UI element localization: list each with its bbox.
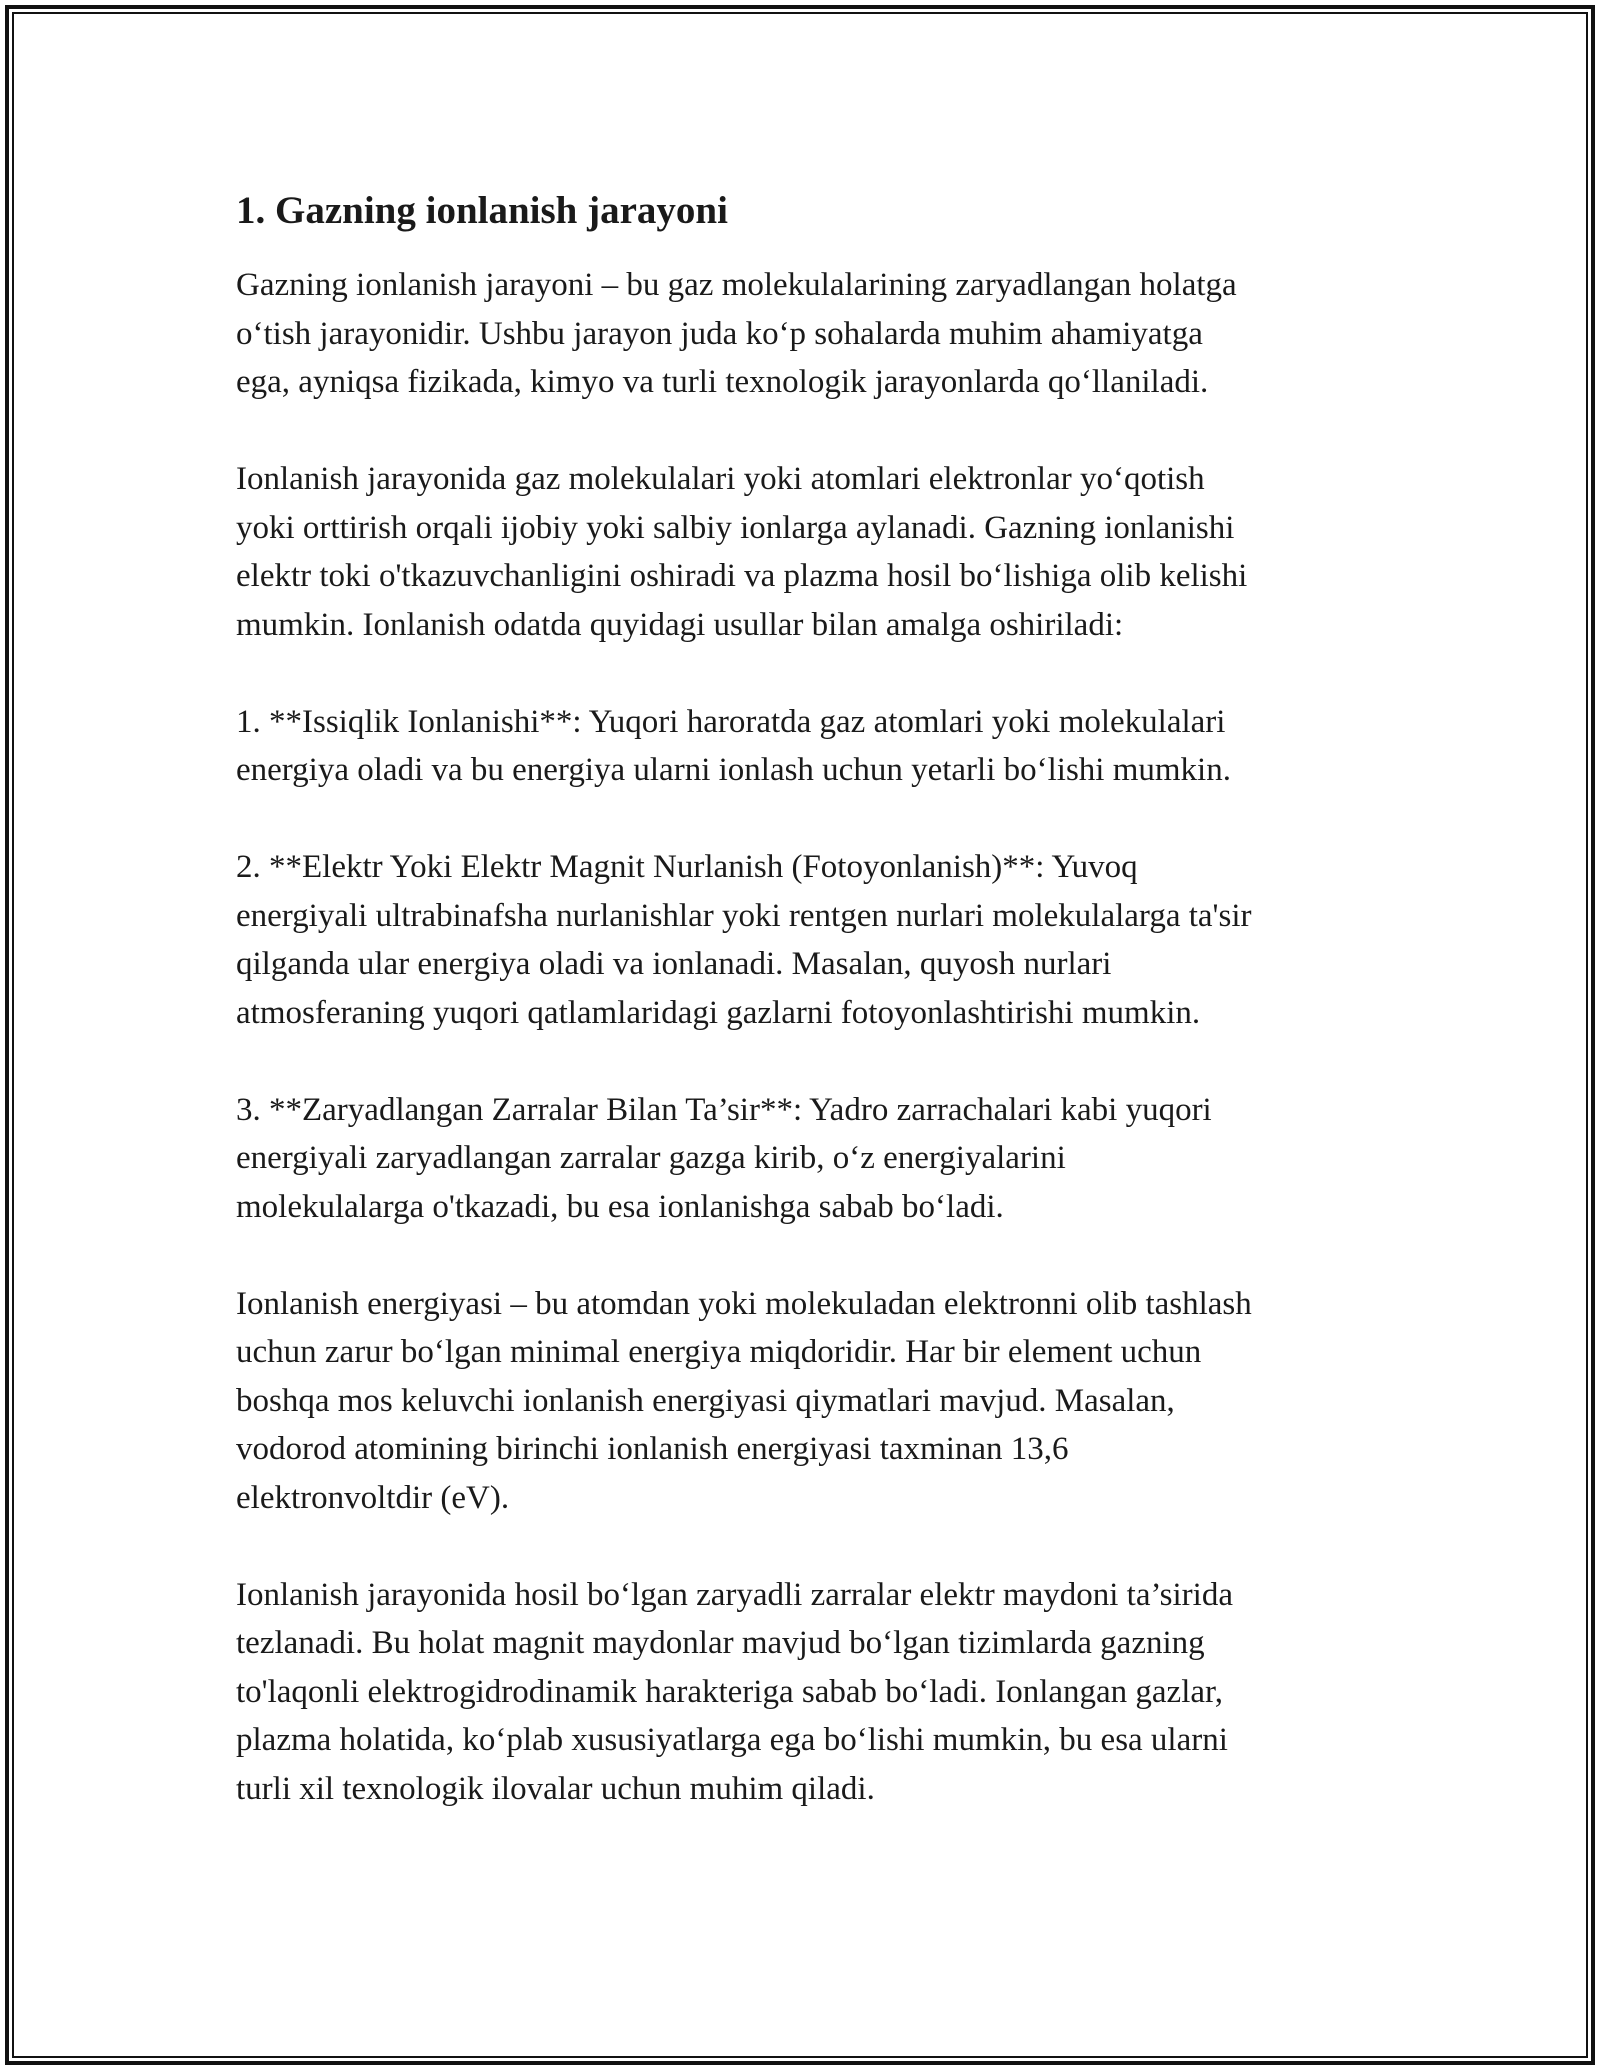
paragraph-ionization-process: Ionlanish jarayonida gaz molekulalari yoki atomlari elektronlar yo‘qotish yoki orttirish orqali ijobiy yoki salbiy ionlarga aylanadi. Gazning ionlanishi elektr toki o'tkazuvchanligini oshiradi va plazma hosil bo‘lishiga olib kelishi mumkin. Ionlanish odatda quyidagi usullar bilan amalga oshiriladi: [236,461,1248,643]
list-item-thermal-ionization: 1. **Issiqlik Ionlanishi**: Yuqori haroratda gaz atomlari yoki molekulalari energiya oladi va bu energiya ularni ionlash uchun yetarli bo‘lishi mumkin. [236,703,1231,788]
document-body [236,185,1376,1862]
list-item-photoionization: 2. **Elektr Yoki Elektr Magnit Nurlanish (Fotoyonlanish)**: Yuvoq energiyali ultrabinafsha nurlanishlar yoki rentgen nurlari molekulalarga ta'sir qilganda ular energiya oladi va ionlanadi. Masalan, quyosh nurlari atmosferaning yuqori qatlamlaridagi gazlarni fotoyonlashtirishi mumkin. [236,849,1252,1031]
paragraph-intro: Gazning ionlanish jarayoni – bu gaz molekulalarining zaryadlangan holatga o‘tish jarayonidir. Ushbu jarayon juda ko‘p sohalarda muhim ahamiyatga ega, ayniqsa fizikada, kimyo va turli texnologik jarayonlarda qo‘llaniladi. [236,267,1237,400]
document-title: 1. Gazning ionlanish jarayoni [236,189,728,232]
list-item-charged-particles: 3. **Zaryadlangan Zarralar Bilan Ta’sir**: Yadro zarrachalari kabi yuqori energiyali zaryadlangan zarralar gazga kirib, o‘z energiyalarini molekulalarga o'tkazadi, bu esa ionlanishga sabab bo‘ladi. [236,1091,1212,1225]
paragraph-ionization-energy: Ionlanish energiyasi – bu atomdan yoki molekuladan elektronni olib tashlash uchun zarur bo‘lgan minimal energiya miqdoridir. Har bir element uchun boshqa mos keluvchi ionlanish energiyasi qiymatlari mavjud. Masalan, vodorod atomining birinchi ionlanish energiyasi taxminan 13,6 elektronvoltdir (eV). [236,1285,1252,1516]
paragraph-charged-particles-acceleration: Ionlanish jarayonida hosil bo‘lgan zaryadli zarralar elektr maydoni ta’sirida tezlanadi. Bu holat magnit maydonlar mavjud bo‘lgan tizimlarda gazning to'laqonli elektrogidrodinamik harakteriga sabab bo‘ladi. Ionlangan gazlar, plazma holatida, ko‘plab xususiyatlarga ega bo‘lishi mumkin, bu esa ularni turli xil texnologik ilovalar uchun muhim qiladi. [236,1576,1233,1807]
